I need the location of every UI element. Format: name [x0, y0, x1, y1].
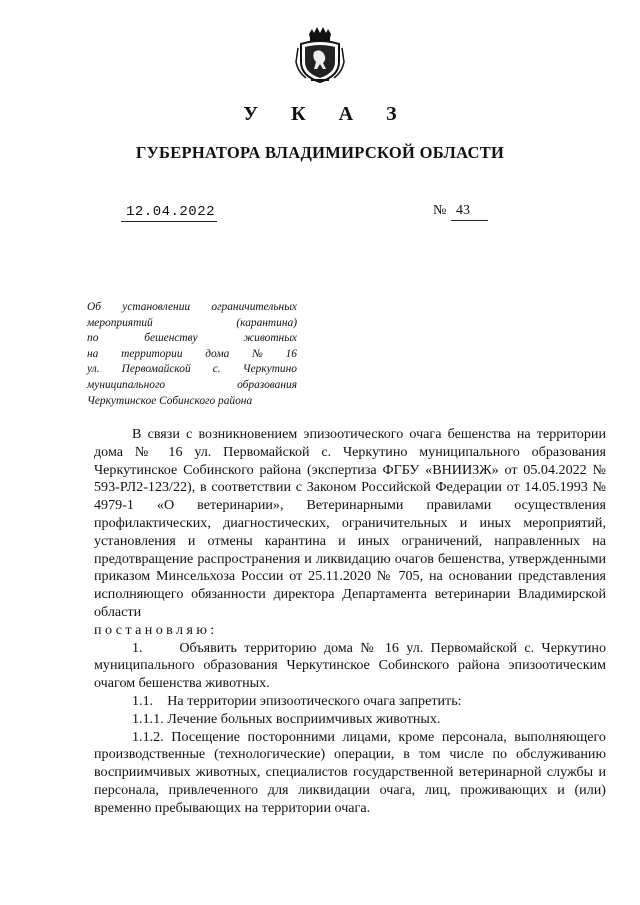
decree-body	[94, 426, 606, 818]
subject-line: на территории дома № 16	[87, 347, 297, 360]
item-1	[94, 640, 606, 693]
item-number: 1.1.2.	[132, 728, 164, 745]
item-text: Объявить территорию дома № 16 ул. Первомайской с. Черкутино муниципального образования Черкутинское Собинского района эпизоотическим очагом бешенства животных.	[94, 639, 606, 692]
date-underline	[121, 221, 217, 222]
subject-line: муниципального образования	[87, 378, 297, 391]
number-underline	[451, 220, 488, 221]
subject-line: мероприятий (карантина)	[87, 316, 297, 329]
item-1-1	[94, 693, 606, 711]
item-number: 1.1.	[132, 692, 154, 709]
decree-word: постановляю:	[94, 621, 218, 638]
item-number: 1.	[132, 639, 143, 656]
decree-date: 12.04.2022	[126, 204, 216, 220]
decree-number: 43	[456, 203, 470, 218]
decree-subject	[87, 300, 297, 409]
document-title: У К А З	[243, 103, 411, 125]
item-text: На территории эпизоотического очага запретить:	[167, 692, 462, 709]
document-issuer: ГУБЕРНАТОРА ВЛАДИМИРСКОЙ ОБЛАСТИ	[135, 143, 505, 162]
coat-of-arms-emblem	[295, 26, 345, 84]
subject-line: Черкутинское Собинского района	[87, 394, 253, 407]
item-1-1-2	[94, 729, 606, 818]
subject-line: по бешенству животных	[87, 332, 297, 345]
preamble-paragraph: В связи с возникновением эпизоотического очага бешенства на территории дома № 16 ул. Первомайской с. Черкутино муниципального образования Черкутинское Собинского района (экспертиза ФГБУ «ВНИИЗЖ» от 05.04.2022 № 593-РЛ2-123/22), в соответствии с Законом Российской Федерации от 14.05.1993 № 4979-1 «О ветеринарии», Ветеринарными правилами осуществления профилактических, диагностических, ограничительных и иных мероприятий, установления и отмены карантина и иных ограничений, направленных на предотвращение распространения и ликвидацию очагов бешенства, утвержденными приказом Минсельхоза России от 25.11.2020 № 705, на основании представления исполняющего обязанности директора Департамента ветеринарии Владимирской области	[94, 426, 606, 620]
subject-line: ул. Первомайской с. Черкутино	[87, 363, 297, 376]
decree-number-label: №	[433, 203, 447, 218]
item-1-1-1: 1.1.1. Лечение больных восприимчивых животных.	[132, 710, 441, 727]
subject-line: Об установлении ограничительных	[87, 301, 297, 313]
item-text: Посещение посторонними лицами, кроме персонала, выполняющего производственные (технологические) операции, в том числе по обслуживанию восприимчивых животных, специалистов государственной ветеринарной службы и персонала, привлеченного для ликвидации очага, лиц, проживающих и (или) временно пребывающих на территории очага.	[94, 728, 606, 816]
